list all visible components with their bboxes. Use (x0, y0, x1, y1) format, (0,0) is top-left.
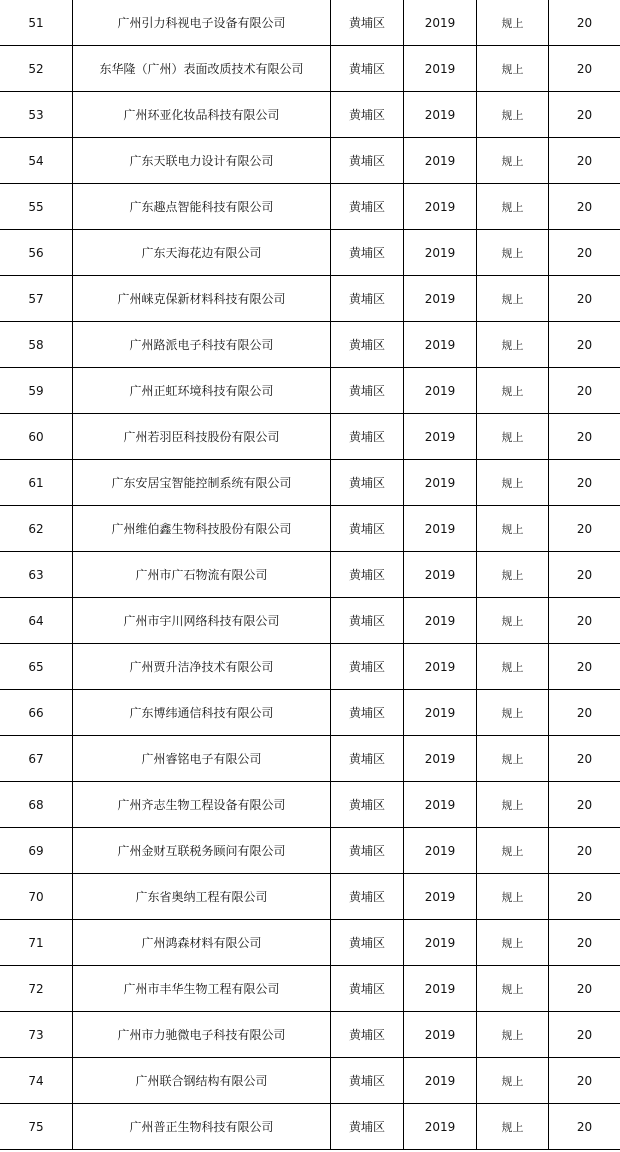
company-name-cell: 广东安居宝智能控制系统有限公司 (73, 460, 331, 506)
row-number-cell: 55 (0, 184, 73, 230)
scale-cell: 规上 (477, 736, 549, 782)
score-cell: 20 (549, 920, 620, 966)
scale-cell: 规上 (477, 1104, 549, 1150)
score-cell: 20 (549, 506, 620, 552)
score-cell: 20 (549, 230, 620, 276)
company-name-cell: 广州崃克保新材料科技有限公司 (73, 276, 331, 322)
district-cell: 黄埔区 (331, 598, 404, 644)
year-cell: 2019 (404, 138, 477, 184)
scale-cell: 规上 (477, 276, 549, 322)
score-cell: 20 (549, 276, 620, 322)
year-cell: 2019 (404, 644, 477, 690)
scale-cell: 规上 (477, 644, 549, 690)
company-name-cell: 广州市广石物流有限公司 (73, 552, 331, 598)
year-cell: 2019 (404, 920, 477, 966)
row-number-cell: 53 (0, 92, 73, 138)
company-name-cell: 广州鸿森材料有限公司 (73, 920, 331, 966)
district-cell: 黄埔区 (331, 138, 404, 184)
row-number-cell: 68 (0, 782, 73, 828)
district-cell: 黄埔区 (331, 414, 404, 460)
scale-cell: 规上 (477, 0, 549, 46)
table-row (0, 828, 620, 874)
scale-cell: 规上 (477, 598, 549, 644)
district-cell: 黄埔区 (331, 1012, 404, 1058)
scale-cell: 规上 (477, 966, 549, 1012)
district-cell: 黄埔区 (331, 966, 404, 1012)
table-row (0, 644, 620, 690)
scale-cell: 规上 (477, 1012, 549, 1058)
year-cell: 2019 (404, 460, 477, 506)
district-cell: 黄埔区 (331, 92, 404, 138)
table-row (0, 322, 620, 368)
company-name-cell: 广州市宇川网络科技有限公司 (73, 598, 331, 644)
table-row (0, 782, 620, 828)
year-cell: 2019 (404, 322, 477, 368)
row-number-cell: 59 (0, 368, 73, 414)
district-cell: 黄埔区 (331, 46, 404, 92)
scale-cell: 规上 (477, 138, 549, 184)
year-cell: 2019 (404, 1058, 477, 1104)
year-cell: 2019 (404, 1012, 477, 1058)
company-name-cell: 广州市力驰微电子科技有限公司 (73, 1012, 331, 1058)
year-cell: 2019 (404, 368, 477, 414)
score-cell: 20 (549, 460, 620, 506)
score-cell: 20 (549, 874, 620, 920)
district-cell: 黄埔区 (331, 644, 404, 690)
scale-cell: 规上 (477, 230, 549, 276)
table-row (0, 1104, 620, 1150)
company-name-cell: 广东博纬通信科技有限公司 (73, 690, 331, 736)
scale-cell: 规上 (477, 782, 549, 828)
score-cell: 20 (549, 0, 620, 46)
district-cell: 黄埔区 (331, 690, 404, 736)
table-row (0, 92, 620, 138)
score-cell: 20 (549, 1058, 620, 1104)
scale-cell: 规上 (477, 460, 549, 506)
district-cell: 黄埔区 (331, 552, 404, 598)
company-name-cell: 广东天联电力设计有限公司 (73, 138, 331, 184)
score-cell: 20 (549, 92, 620, 138)
score-cell: 20 (549, 552, 620, 598)
scale-cell: 规上 (477, 92, 549, 138)
table-row (0, 1012, 620, 1058)
row-number-cell: 66 (0, 690, 73, 736)
scale-cell: 规上 (477, 46, 549, 92)
table-row (0, 966, 620, 1012)
row-number-cell: 67 (0, 736, 73, 782)
row-number-cell: 71 (0, 920, 73, 966)
scale-cell: 规上 (477, 874, 549, 920)
row-number-cell: 72 (0, 966, 73, 1012)
year-cell: 2019 (404, 552, 477, 598)
table-row (0, 874, 620, 920)
district-cell: 黄埔区 (331, 874, 404, 920)
row-number-cell: 73 (0, 1012, 73, 1058)
row-number-cell: 63 (0, 552, 73, 598)
year-cell: 2019 (404, 276, 477, 322)
table-row (0, 506, 620, 552)
score-cell: 20 (549, 46, 620, 92)
row-number-cell: 56 (0, 230, 73, 276)
year-cell: 2019 (404, 46, 477, 92)
row-number-cell: 64 (0, 598, 73, 644)
company-name-cell: 广东省奥纳工程有限公司 (73, 874, 331, 920)
district-cell: 黄埔区 (331, 0, 404, 46)
district-cell: 黄埔区 (331, 782, 404, 828)
company-name-cell: 广州普正生物科技有限公司 (73, 1104, 331, 1150)
year-cell: 2019 (404, 184, 477, 230)
year-cell: 2019 (404, 414, 477, 460)
year-cell: 2019 (404, 828, 477, 874)
scale-cell: 规上 (477, 506, 549, 552)
company-name-cell: 广东趣点智能科技有限公司 (73, 184, 331, 230)
scale-cell: 规上 (477, 690, 549, 736)
table-row (0, 690, 620, 736)
row-number-cell: 62 (0, 506, 73, 552)
table-row (0, 276, 620, 322)
score-cell: 20 (549, 414, 620, 460)
company-name-cell: 广州贾升洁净技术有限公司 (73, 644, 331, 690)
score-cell: 20 (549, 1012, 620, 1058)
score-cell: 20 (549, 598, 620, 644)
score-cell: 20 (549, 644, 620, 690)
table-row (0, 1058, 620, 1104)
score-cell: 20 (549, 736, 620, 782)
score-cell: 20 (549, 1104, 620, 1150)
table-row (0, 184, 620, 230)
table-row (0, 414, 620, 460)
district-cell: 黄埔区 (331, 184, 404, 230)
score-cell: 20 (549, 184, 620, 230)
score-cell: 20 (549, 782, 620, 828)
scale-cell: 规上 (477, 414, 549, 460)
row-number-cell: 54 (0, 138, 73, 184)
district-cell: 黄埔区 (331, 1104, 404, 1150)
score-cell: 20 (549, 322, 620, 368)
table-row (0, 230, 620, 276)
score-cell: 20 (549, 828, 620, 874)
row-number-cell: 70 (0, 874, 73, 920)
year-cell: 2019 (404, 230, 477, 276)
company-name-cell: 广州路派电子科技有限公司 (73, 322, 331, 368)
company-name-cell: 广东天海花边有限公司 (73, 230, 331, 276)
score-cell: 20 (549, 690, 620, 736)
year-cell: 2019 (404, 92, 477, 138)
scale-cell: 规上 (477, 552, 549, 598)
company-name-cell: 广州环亚化妆品科技有限公司 (73, 92, 331, 138)
row-number-cell: 57 (0, 276, 73, 322)
year-cell: 2019 (404, 690, 477, 736)
year-cell: 2019 (404, 506, 477, 552)
company-name-cell: 广州引力科视电子设备有限公司 (73, 0, 331, 46)
district-cell: 黄埔区 (331, 1058, 404, 1104)
table-row (0, 736, 620, 782)
score-cell: 20 (549, 966, 620, 1012)
row-number-cell: 61 (0, 460, 73, 506)
company-name-cell: 东华隆（广州）表面改质技术有限公司 (73, 46, 331, 92)
year-cell: 2019 (404, 598, 477, 644)
district-cell: 黄埔区 (331, 322, 404, 368)
scale-cell: 规上 (477, 828, 549, 874)
score-cell: 20 (549, 138, 620, 184)
district-cell: 黄埔区 (331, 506, 404, 552)
company-name-cell: 广州齐志生物工程设备有限公司 (73, 782, 331, 828)
row-number-cell: 60 (0, 414, 73, 460)
table-row (0, 552, 620, 598)
table-row (0, 368, 620, 414)
table-row (0, 598, 620, 644)
year-cell: 2019 (404, 782, 477, 828)
year-cell: 2019 (404, 1104, 477, 1150)
table-row (0, 920, 620, 966)
district-cell: 黄埔区 (331, 230, 404, 276)
table-row (0, 0, 620, 46)
row-number-cell: 69 (0, 828, 73, 874)
scale-cell: 规上 (477, 322, 549, 368)
row-number-cell: 74 (0, 1058, 73, 1104)
company-name-cell: 广州正虹环境科技有限公司 (73, 368, 331, 414)
row-number-cell: 65 (0, 644, 73, 690)
company-name-cell: 广州若羽臣科技股份有限公司 (73, 414, 331, 460)
row-number-cell: 51 (0, 0, 73, 46)
scale-cell: 规上 (477, 920, 549, 966)
table-row (0, 460, 620, 506)
scale-cell: 规上 (477, 368, 549, 414)
score-cell: 20 (549, 368, 620, 414)
table-row (0, 138, 620, 184)
district-cell: 黄埔区 (331, 368, 404, 414)
year-cell: 2019 (404, 0, 477, 46)
company-name-cell: 广州睿铭电子有限公司 (73, 736, 331, 782)
scale-cell: 规上 (477, 1058, 549, 1104)
district-cell: 黄埔区 (331, 920, 404, 966)
row-number-cell: 58 (0, 322, 73, 368)
year-cell: 2019 (404, 966, 477, 1012)
district-cell: 黄埔区 (331, 276, 404, 322)
district-cell: 黄埔区 (331, 828, 404, 874)
company-name-cell: 广州联合钢结构有限公司 (73, 1058, 331, 1104)
scale-cell: 规上 (477, 184, 549, 230)
year-cell: 2019 (404, 736, 477, 782)
district-cell: 黄埔区 (331, 460, 404, 506)
row-number-cell: 52 (0, 46, 73, 92)
company-name-cell: 广州金财互联税务顾问有限公司 (73, 828, 331, 874)
company-name-cell: 广州维伯鑫生物科技股份有限公司 (73, 506, 331, 552)
year-cell: 2019 (404, 874, 477, 920)
row-number-cell: 75 (0, 1104, 73, 1150)
company-name-cell: 广州市丰华生物工程有限公司 (73, 966, 331, 1012)
table-row (0, 46, 620, 92)
district-cell: 黄埔区 (331, 736, 404, 782)
